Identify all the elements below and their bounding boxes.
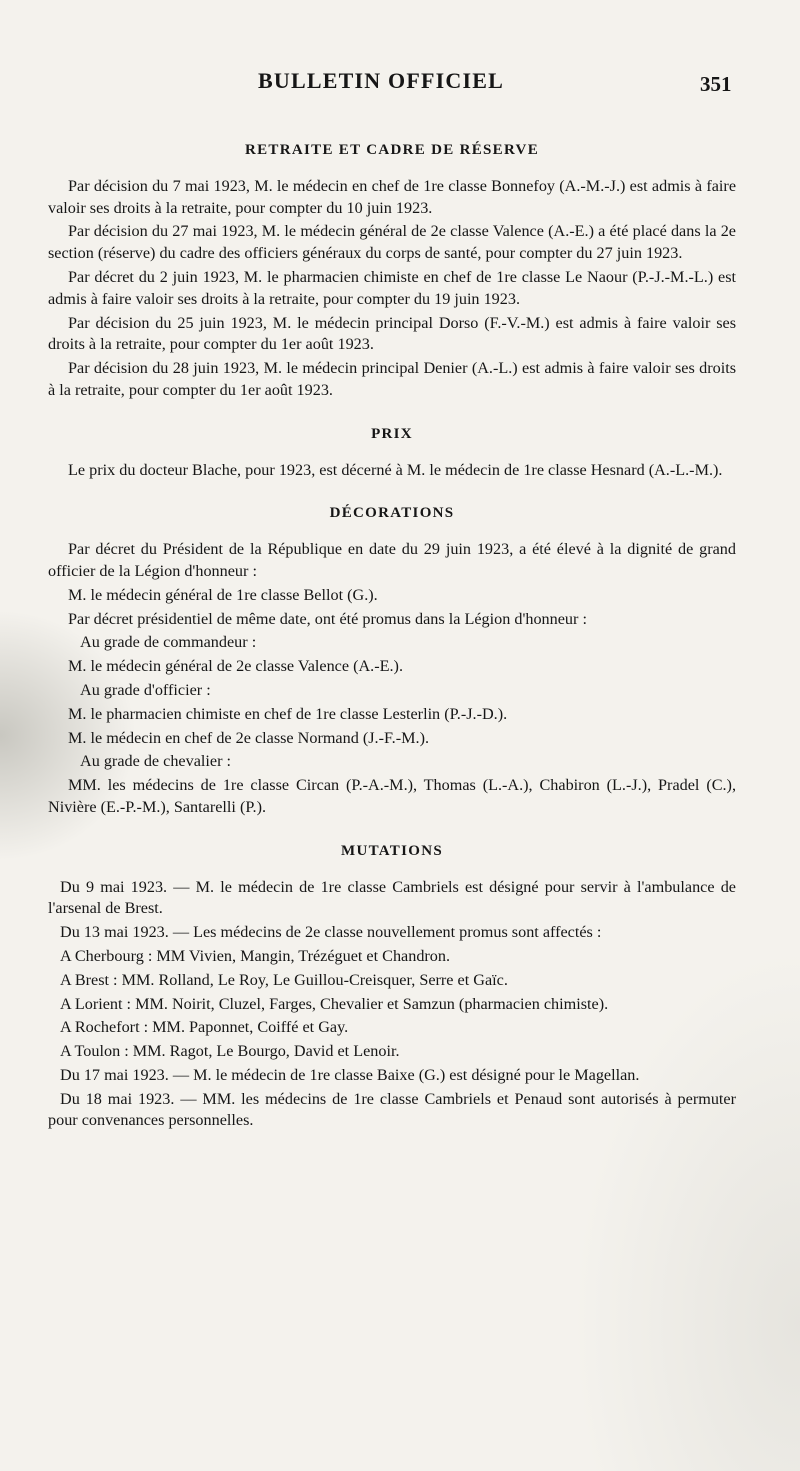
page-body bbox=[48, 140, 736, 1154]
paragraph: Le prix du docteur Blache, pour 1923, est décerné à M. le médecin de 1re classe Hesnard (A.-L.-M.). bbox=[68, 460, 723, 479]
section-prix bbox=[48, 424, 736, 482]
page-header bbox=[0, 68, 800, 104]
section-title: PRIX bbox=[371, 425, 413, 442]
paragraph: Du 13 mai 1923. — Les médecins de 2e classe nouvellement promus sont affectés : bbox=[60, 923, 602, 942]
paragraph: A Toulon : MM. Ragot, Le Bourgo, David et Lenoir. bbox=[60, 1042, 400, 1061]
paragraph: A Cherbourg : MM Vivien, Mangin, Trézéguet et Chandron. bbox=[60, 946, 451, 965]
paragraph: Par décision du 27 mai 1923, M. le médecin général de 2e classe Valence (A.-E.) a été placé dans la 2e section (réserve) du cadre des officiers généraux du corps de santé, pour compter du 27 juin 1923. bbox=[48, 222, 736, 263]
paragraph: Du 9 mai 1923. — M. le médecin de 1re classe Cambriels est désigné pour servir à l'ambulance de l'arsenal de Brest. bbox=[48, 877, 736, 918]
paragraph: M. le médecin général de 1re classe Bellot (G.). bbox=[68, 585, 378, 604]
paragraph: Du 17 mai 1923. — M. le médecin de 1re classe Baixe (G.) est désigné pour le Magellan. bbox=[60, 1065, 640, 1084]
section-retraite bbox=[48, 140, 736, 402]
page-number: 351 bbox=[700, 72, 732, 96]
paragraph: Par décret du Président de la République en date du 29 juin 1923, a été élevé à la dignité de grand officier de la Légion d'honneur : bbox=[48, 540, 736, 580]
paragraph: MM. les médecins de 1re classe Circan (P.-A.-M.), Thomas (L.-A.), Chabiron (L.-J.), Pradel (C.), Nivière (E.-P.-M.), Santarelli (P.). bbox=[48, 776, 736, 816]
paragraph: Du 18 mai 1923. — MM. les médecins de 1re classe Cambriels et Penaud sont autorisés à permuter pour convenances personnelles. bbox=[48, 1089, 736, 1130]
paragraph: M. le pharmacien chimiste en chef de 1re classe Lesterlin (P.-J.-D.). bbox=[68, 704, 508, 723]
paragraph: A Rochefort : MM. Paponnet, Coiffé et Gay. bbox=[60, 1018, 349, 1037]
section-title: RETRAITE ET CADRE DE RÉSERVE bbox=[245, 142, 539, 158]
section-title: DÉCORATIONS bbox=[329, 505, 455, 522]
paragraph: A Lorient : MM. Noirit, Cluzel, Farges, Chevalier et Samzun (pharmacien chimiste). bbox=[60, 994, 609, 1013]
grade-heading: Au grade d'officier : bbox=[80, 680, 211, 699]
paragraph: A Brest : MM. Rolland, Le Roy, Le Guillou-Creisquer, Serre et Gaïc. bbox=[60, 970, 508, 989]
paragraph: Par décret présidentiel de même date, ont été promus dans la Légion d'honneur : bbox=[68, 609, 587, 628]
paragraph: M. le médecin en chef de 2e classe Normand (J.-F.-M.). bbox=[68, 728, 430, 747]
paragraph: Par décret du 2 juin 1923, M. le pharmacien chimiste en chef de 1re classe Le Naour (P.-J.-M.-L.) est admis à faire valoir ses droits à la retraite, pour compter du 19 juin 1923. bbox=[48, 267, 736, 308]
grade-heading: Au grade de commandeur : bbox=[80, 633, 257, 652]
paragraph: Par décision du 7 mai 1923, M. le médecin en chef de 1re classe Bonnefoy (A.-M.-J.) est admis à faire valoir ses droits à la retraite, pour compter du 10 juin 1923. bbox=[48, 176, 736, 217]
paragraph: Par décision du 28 juin 1923, M. le médecin principal Denier (A.-L.) est admis à faire valoir ses droits à la retraite, pour compter du 1er août 1923. bbox=[48, 359, 736, 399]
grade-heading: Au grade de chevalier : bbox=[80, 752, 232, 771]
section-title: MUTATIONS bbox=[341, 842, 443, 859]
paragraph: M. le médecin général de 2e classe Valence (A.-E.). bbox=[68, 657, 403, 676]
section-mutations bbox=[48, 841, 736, 1133]
running-title: BULLETIN OFFICIEL bbox=[258, 68, 504, 93]
section-decorations bbox=[48, 503, 736, 818]
paragraph: Par décision du 25 juin 1923, M. le médecin principal Dorso (F.-V.-M.) est admis à faire valoir ses droits à la retraite, pour compter du 1er août 1923. bbox=[48, 313, 736, 354]
